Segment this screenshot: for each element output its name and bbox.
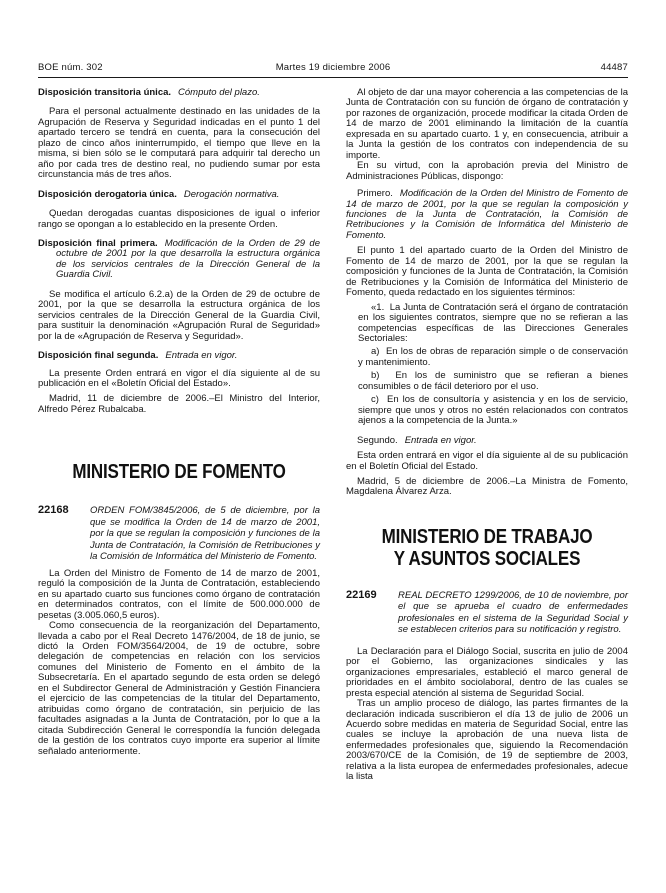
header-page-number: 44487 — [600, 62, 629, 73]
paragraph: La Declaración para el Diálogo Social, suscrita en julio de 2004 por el Gobierno, las organizaciones sindicales y las organizaciones empresariales, estableció el marco general de prioridades en el ámbito sociolaboral, dentro de las cuales se presta especial atención al sistema de Seguridad Social. — [346, 645, 628, 699]
heading-disposicion-transitoria — [38, 88, 320, 98]
paragraph: Al objeto de dar una mayor coherencia a las competencias de la Junta de Contratación con su función de órgano de contratación y por razones de organización, procede modificar la citada Orden de 14 de marzo de 2001 eliminando la limitación de la cuantía expresada en su apartado cuarto. 1 y, en consecuencia, atribuir a la Junta la gestión de los contratos con independencia de su importe. — [346, 87, 628, 161]
heading-title: Disposición transitoria única. — [38, 87, 172, 98]
heading-disposicion-final-primera — [38, 239, 320, 281]
header-rule — [38, 77, 628, 78]
header-issue-number: BOE núm. 302 — [38, 62, 103, 73]
paragraph: Tras un amplio proceso de diálogo, las partes firmantes de la declaración indicada suscribieron el día 13 de julio de 2006 un Acuerdo sobre medidas en materia de Seguridad Social, entre las cuales se incluye la aprobación de una nueva lista de enfermedades profesionales que, siguiendo la Recomendación 2003/670/CE de la Comisión, de 19 de septiembre de 2003, relativa a la lista europea de enfermedades profesionales, adecue la lista — [346, 698, 628, 783]
right-column — [346, 88, 628, 783]
ministry-heading-trabajo — [367, 526, 607, 570]
paragraph: En su virtud, con la aprobación previa del Ministro de Administraciones Públicas, dispongo: — [346, 160, 628, 182]
page-header — [38, 62, 628, 73]
item-summary: ORDEN FOM/3845/2006, de 5 de diciembre, por la que se modifica la Orden de 14 de marzo de 2001, por la que se regulan la composición y funciones de la Junta de Contratación, la Comisión de Retribuciones y la Comisión de Informática del Ministerio de Fomento. — [90, 505, 320, 563]
paragraph: La Orden del Ministro de Fomento de 14 de marzo de 2001, reguló la composición de la Junta de Contratación, estableciendo en su apartado cuarto sus funciones como órgano de contratación en determinados contratos, con el límite de 500.000.000 de pesetas (3.005.060,5 euros). — [38, 567, 320, 621]
paragraph: El punto 1 del apartado cuarto de la Orden del Ministro de Fomento de 14 de marzo de 2001, por la que se regulan la composición y funciones de la Junta de Contratación, la Comisión de Retribuciones y la Comisión de Informática del Ministerio de Fomento, queda redactado en los siguientes términos: — [346, 245, 628, 299]
left-column — [38, 88, 320, 757]
item-number: 22169 — [346, 588, 377, 601]
quote-item-c: c) En los de consultoría y asistencia y en los de servicio, siempre que unos y otros no estén relacionados con contratos ajenos a la competencia de la Junta.» — [358, 394, 628, 427]
paragraph: Esta orden entrará en vigor el día siguiente al de su publicación en el Boletín Oficial del Estado. — [346, 450, 628, 472]
item-number: 22168 — [38, 504, 69, 517]
heading-title: Disposición final primera. — [38, 237, 158, 249]
boe-item-22168 — [38, 505, 320, 563]
quoted-legal-text — [358, 303, 628, 427]
heading-subtitle: Entrada en vigor. — [165, 350, 238, 362]
boe-item-22169 — [346, 590, 628, 636]
heading-disposicion-final-segunda — [38, 351, 320, 361]
header-date: Martes 19 diciembre 2006 — [275, 62, 391, 73]
ordinal-label: Primero. — [357, 188, 393, 200]
heading-primero — [346, 189, 628, 241]
heading-subtitle: Modificación de la Orden de 29 de octubre de 2001 por la que desarrolla la estructura orgánica de los servicios centrales de la Dirección General de la Guardia Civil. — [56, 237, 320, 281]
paragraph: Se modifica el artículo 6.2.a) de la Orden de 29 de octubre de 2001, por la que se desarrolla la estructura orgánica de los servicios centrales de la Dirección General de la Guardia Civil, para sustituir la denominación «Agrupación Rural de Seguridad» por la de «Agrupación de Reserva y Seguridad». — [38, 288, 320, 342]
quote-item-a: a) En los de obras de reparación simple o de conservación y mantenimiento. — [358, 346, 628, 368]
heading-subtitle: Cómputo del plazo. — [178, 87, 260, 98]
signature-line: Madrid, 11 de diciembre de 2006.–El Ministro del Interior, Alfredo Pérez Rubalcaba. — [38, 393, 320, 415]
paragraph: Para el personal actualmente destinado en las unidades de la Agrupación de Reserva y Seguridad indicadas en el punto 1 del apartado tercero se tendrá en cuenta, para la consecución del plazo de cinco años ininterrumpido, el tiempo que lleve en la misma, si bien sólo se le computará para adquirir tal derecho un año por cada tres de destino real, no pudiendo sumar por esta circunstancia más de tres años. — [38, 106, 320, 181]
heading-title: Disposición final segunda. — [38, 350, 159, 362]
ministry-heading-line2: Y ASUNTOS SOCIALES — [393, 547, 581, 570]
heading-segundo — [346, 436, 628, 446]
heading-title: Disposición derogatoria única. — [38, 188, 177, 200]
signature-line: Madrid, 5 de diciembre de 2006.–La Ministra de Fomento, Magdalena Álvarez Arza. — [346, 475, 628, 498]
item-summary: REAL DECRETO 1299/2006, de 10 de noviembre, por el que se aprueba el cuadro de enfermedades profesionales en el sistema de la Seguridad Social y se establecen criterios para su notificación y registro. — [398, 589, 628, 636]
quote-intro: «1. La Junta de Contratación será el órgano de contratación en los siguientes contratos, siempre que no se refieran a las competencias específicas de las Direcciones Generales Sectoriales: — [358, 301, 628, 344]
ministry-heading-fomento: MINISTERIO DE FOMENTO — [72, 461, 286, 484]
ordinal-title: Modificación de la Orden del Ministro de Fomento de 14 de marzo de 2001, por la que se regulan la composición y funciones de la Junta de Contratación, la Comisión de Retribuciones y la Comisión de Informática del Ministerio de Fomento. — [346, 188, 628, 241]
ordinal-title: Entrada en vigor. — [404, 434, 477, 446]
heading-disposicion-derogatoria — [38, 190, 320, 200]
document-body — [38, 88, 628, 783]
ordinal-label: Segundo. — [357, 434, 398, 446]
heading-subtitle: Derogación normativa. — [183, 188, 280, 200]
paragraph: Quedan derogadas cuantas disposiciones de igual o inferior rango se opongan a lo establecido en la presente Orden. — [38, 208, 320, 230]
paragraph: Como consecuencia de la reorganización del Departamento, llevada a cabo por el Real Decreto 1476/2004, de 18 de junio, se dictó la Orden FOM/3564/2004, de 19 de octubre, sobre delegación de competencias en relación con los servicios comunes del Ministerio de Fomento en el ámbito de la Subsecretaría. En el apartado segundo de esta orden se delegó en el Subdirector General de Administración y Gestión Financiera el ejercicio de las competencias de la titular del Departamento, atribuidas como órgano de contratación, sin perjuicio de las facultades asignadas a la Junta de Contratación, por lo que a la citada Subdirección General le correspondía la función delegada de la gestión de los contratos cuyo importe era superior al límite señalado anteriormente. — [38, 620, 320, 757]
ministry-heading-line1: MINISTERIO DE TRABAJO — [381, 525, 593, 548]
paragraph: La presente Orden entrará en vigor el día siguiente al de su publicación en el «Boletín Oficial del Estado». — [38, 367, 320, 389]
quote-item-b: b) En los de suministro que se refieran a bienes consumibles o de fácil deterioro por el uso. — [358, 370, 628, 392]
